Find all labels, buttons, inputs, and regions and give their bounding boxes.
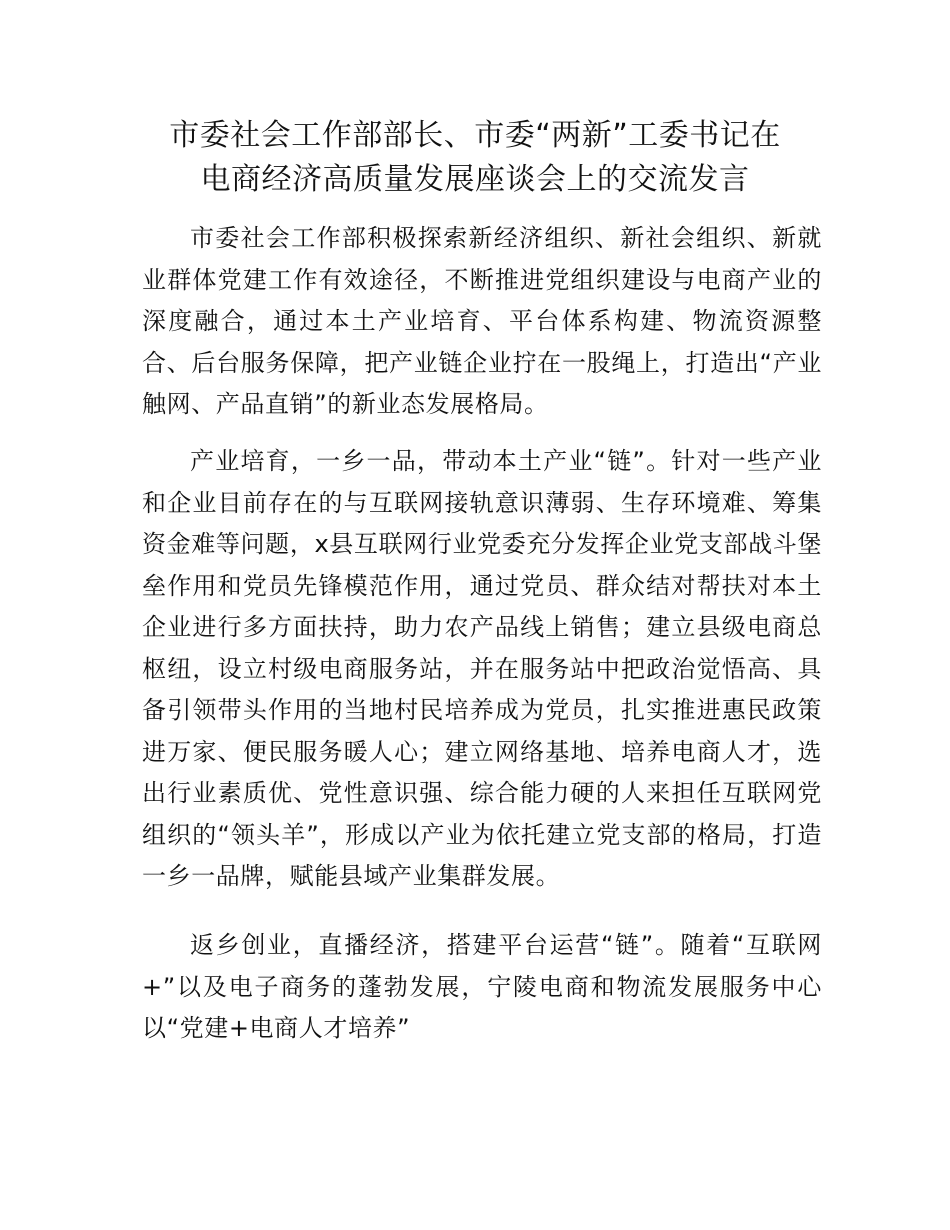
paragraph-block [142, 218, 822, 426]
document-title-line-2: 电商经济高质量发展座谈会上的交流发言 [200, 162, 750, 197]
paragraph-block [142, 441, 822, 898]
document-title-line-1: 市委社会工作部部长、市委“两新”工委书记在 [169, 118, 781, 153]
paragraph-block [142, 925, 822, 1050]
paragraph-intro: 市委社会工作部积极探索新经济组织、新社会组织、新就业群体党建工作有效途径，不断推进党组织建设与电商产业的深度融合，通过本土产业培育、平台体系构建、物流资源整合、后台服务保障，把产业链企业拧在一股绳上，打造出“产业触网、产品直销”的新业态发展格局。 [142, 224, 822, 418]
paragraph-industry-cultivation: 产业培育，一乡一品，带动本土产业“链”。针对一些产业和企业目前存在的与互联网接轨意识薄弱、生存环境难、筹集资金难等问题，x县互联网行业党委充分发挥企业党支部战斗堡垒作用和党员先锋模范作用，通过党员、群众结对帮扶对本土企业进行多方面扶持，助力农产品线上销售；建立县级电商总枢纽，设立村级电商服务站，并在服务站中把政治觉悟高、具备引领带头作用的当地村民培养成为党员，扎实推进惠民政策进万家、便民服务暖人心；建立网络基地、培养电商人才，选出行业素质优、党性意识强、综合能力硬的人来担任互联网党组织的“领头羊”，形成以产业为依托建立党支部的格局，打造一乡一品牌，赋能县域产业集群发展。 [142, 447, 822, 890]
paragraph-return-entrepreneurship: 返乡创业，直播经济，搭建平台运营“链”。随着“互联网+”以及电子商务的蓬勃发展，宁陵电商和物流发展服务中心以“党建+电商人才培养” [142, 931, 822, 1042]
